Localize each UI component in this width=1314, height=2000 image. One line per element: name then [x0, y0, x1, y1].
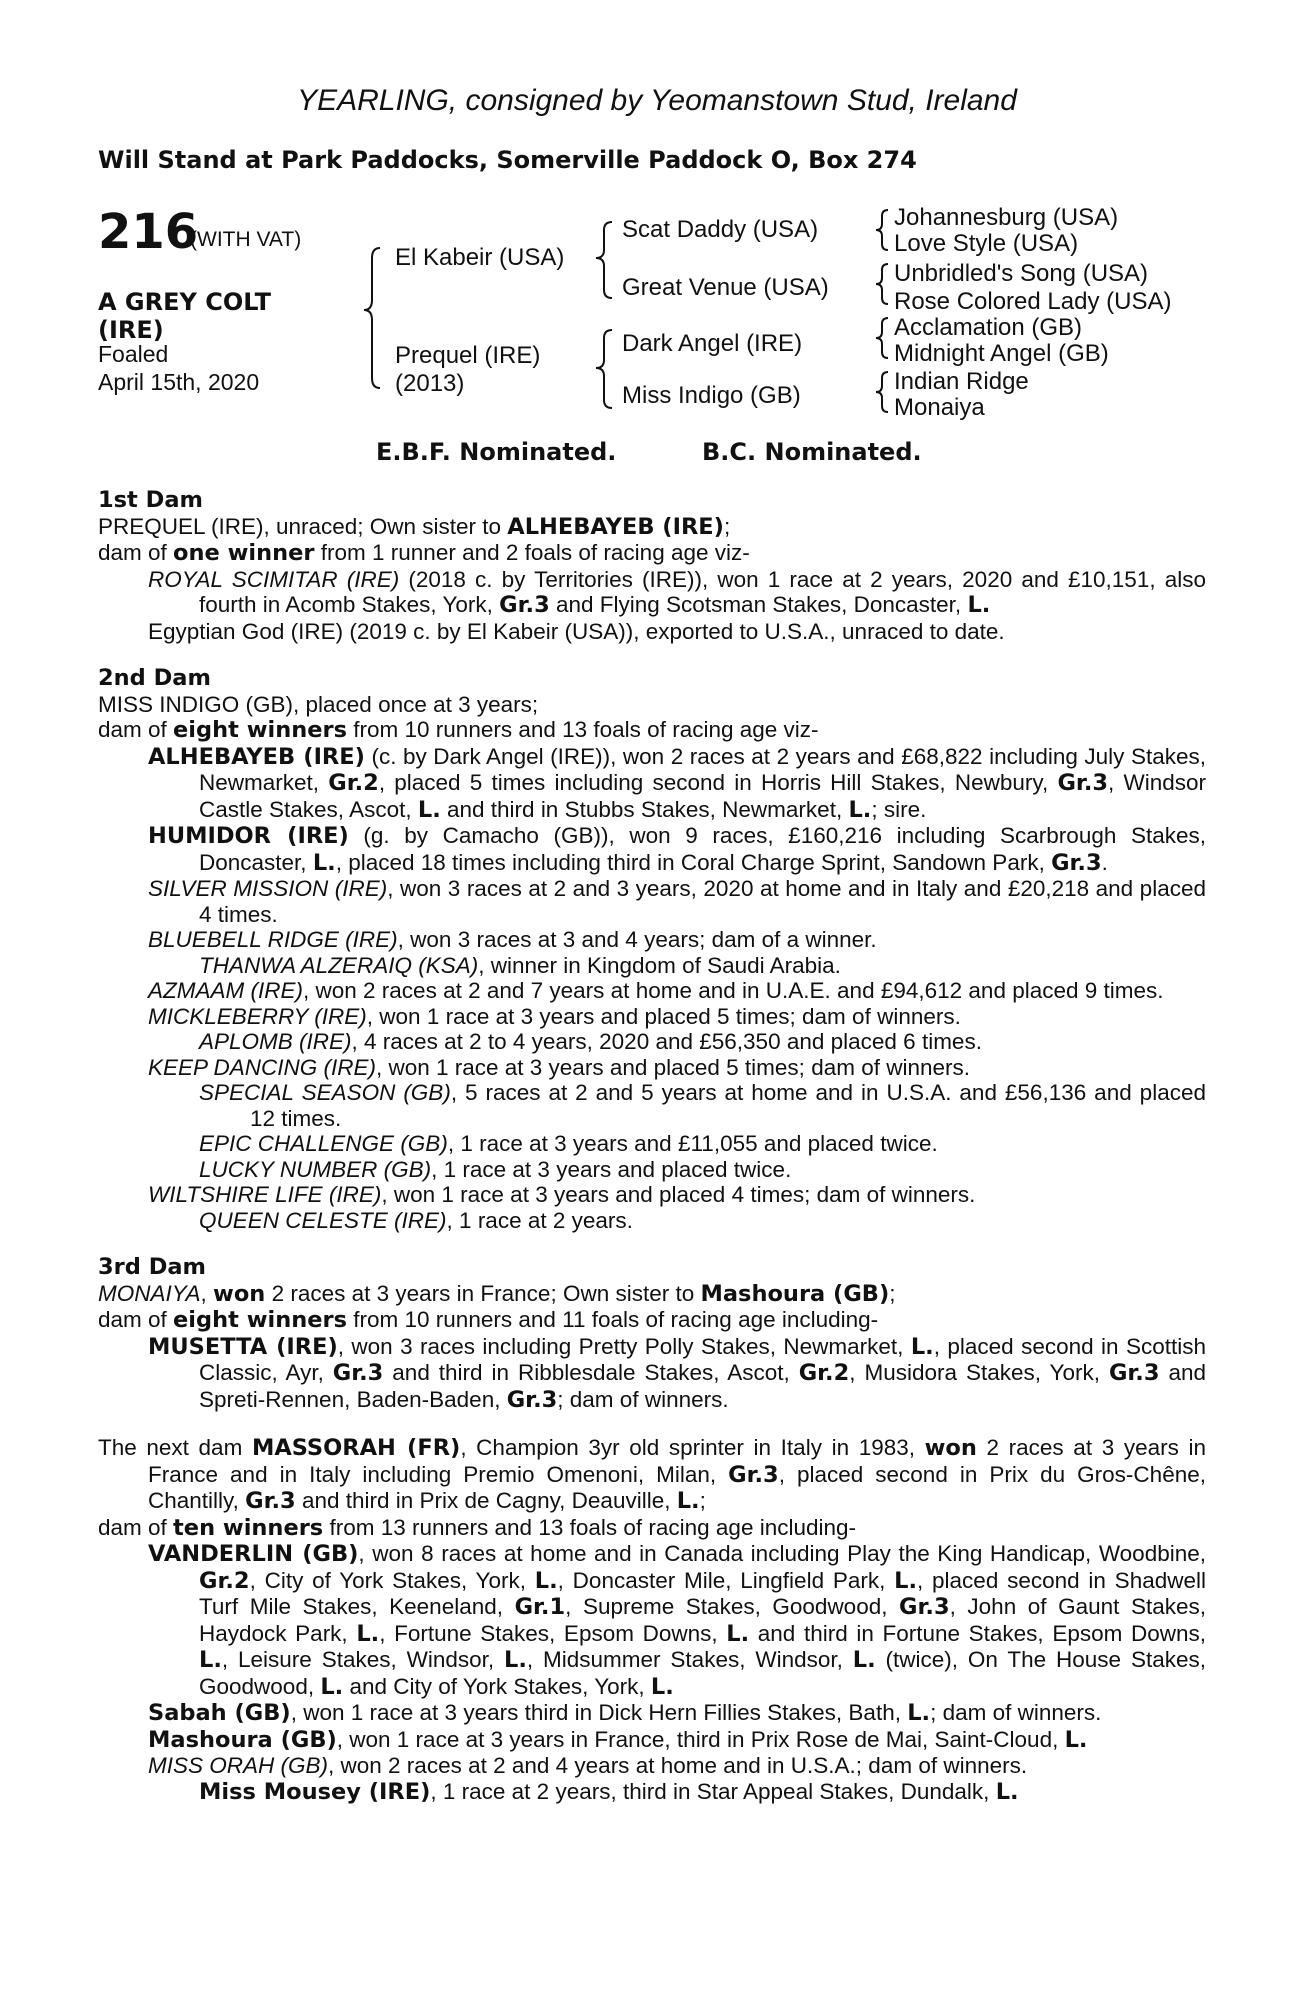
progeny-entry: Egyptian God (IRE) (2019 c. by El Kabeir (USA)), exported to U.S.A., unraced to date.	[148, 618, 1005, 644]
pedigree-g3-3: Unbridled's Song (USA)	[894, 260, 1149, 287]
first-dam-heading: 1st Dam	[98, 487, 203, 513]
pedigree-dam-dam: Miss Indigo (GB)	[622, 382, 801, 409]
pedigree-sire-sire: Scat Daddy (USA)	[622, 216, 819, 243]
next-dam-paragraph: The next dam MASSORAH (FR), Champion 3yr old sprinter in Italy in 1983, won 2 races at 3 years in France and in Italy including Premio Omenoni, Milan, Gr.3, placed second in Prix du Gros-Chêne, Chantilly, Gr.3 and third in Prix de Cagny, Deauville, L.;	[98, 1435, 1206, 1514]
pedigree-g3-8: Monaiya	[894, 394, 985, 421]
grand-progeny-entry: THANWA ALZERAIQ (KSA), winner in Kingdom of Saudi Arabia.	[199, 952, 841, 978]
progeny-entry: SILVER MISSION (IRE), won 3 races at 2 and 3 years, 2020 at home and in Italy and £20,218 and placed 4 times.	[148, 876, 1206, 927]
progeny-entry: AZMAAM (IRE), won 2 races at 2 and 7 years at home and in U.A.E. and £94,612 and placed 9 times.	[148, 978, 1164, 1003]
first-dam-line2: dam of one winner from 1 runner and 2 foals of racing age viz-	[98, 540, 750, 566]
foaled-date: April 15th, 2020	[98, 369, 260, 395]
progeny-entry: MUSETTA (IRE), won 3 races including Pretty Polly Stakes, Newmarket, L., placed second in Scottish Classic, Ayr, Gr.3 and third in Ribblesdale Stakes, Ascot, Gr.2, Musidora Stakes, York, Gr.3 and Spreti-Rennen, Baden-Baden, Gr.3; dam of winners.	[148, 1333, 1206, 1413]
vat-note: (WITH VAT)	[190, 228, 302, 251]
progeny-entry: MISS ORAH (GB), won 2 races at 2 and 4 years at home and in U.S.A.; dam of winners.	[148, 1753, 1028, 1778]
progeny-entry: HUMIDOR (IRE) (g. by Camacho (GB)), won 9 races, £160,216 including Scarbrough Stakes, Doncaster, L., placed 18 times including third in Coral Charge Sprint, Sandown Park, Gr.3.	[148, 823, 1206, 876]
pedigree-dam-sire: Dark Angel (IRE)	[622, 330, 803, 357]
pedigree-dam-year: (2013)	[395, 370, 465, 397]
progeny-entry: MICKLEBERRY (IRE), won 1 race at 3 years and placed 5 times; dam of winners.	[148, 1003, 961, 1029]
pedigree-g3-1: Johannesburg (USA)	[894, 204, 1119, 231]
pedigree-g3-2: Love Style (USA)	[894, 230, 1079, 257]
progeny-entry: ROYAL SCIMITAR (IRE) (2018 c. by Territories (IRE)), won 1 race at 2 years, 2020 and £10,151, also fourth in Acomb Stakes, York, Gr.3 and Flying Scotsman Stakes, Doncaster, L.	[148, 566, 1206, 618]
pedigree-sire: El Kabeir (USA)	[395, 244, 565, 271]
bc-nomination: B.C. Nominated.	[702, 438, 922, 466]
brace-dam-parents	[596, 330, 612, 408]
first-dam-line1: PREQUEL (IRE), unraced; Own sister to ALHEBAYEB (IRE);	[98, 513, 731, 540]
pedigree-g3-6: Midnight Angel (GB)	[894, 340, 1109, 367]
second-dam-line1: MISS INDIGO (GB), placed once at 3 years;	[98, 691, 539, 717]
lot-description-line2: (IRE)	[98, 316, 164, 344]
consignment-line: YEARLING, consigned by Yeomanstown Stud, Ireland	[297, 84, 1017, 117]
second-dam-heading: 2nd Dam	[98, 665, 211, 691]
pedigree-sire-dam: Great Venue (USA)	[622, 274, 829, 301]
lot-number: 216	[98, 204, 199, 260]
brace-g3-2	[876, 264, 888, 304]
brace-g3-4	[876, 372, 888, 412]
grand-progeny-entry: SPECIAL SEASON (GB), 5 races at 2 and 5 years at home and in U.S.A. and £56,136 and placed 12 times.	[199, 1080, 1206, 1131]
progeny-entry: Sabah (GB), won 1 race at 3 years third in Dick Hern Fillies Stakes, Bath, L.; dam of winners.	[148, 1700, 1102, 1726]
brace-g3-3	[876, 318, 888, 358]
second-dam-line2: dam of eight winners from 10 runners and 13 foals of racing age viz-	[98, 717, 819, 743]
pedigree-g3-4: Rose Colored Lady (USA)	[894, 288, 1172, 315]
third-dam-line2: dam of eight winners from 10 runners and 11 foals of racing age including-	[98, 1307, 879, 1333]
catalogue-body	[98, 488, 1206, 1805]
stand-location: Will Stand at Park Paddocks, Somerville Paddock O, Box 274	[98, 146, 917, 174]
progeny-entry: ALHEBAYEB (IRE) (c. by Dark Angel (IRE)), won 2 races at 2 years and £68,822 including July Stakes, Newmarket, Gr.2, placed 5 times including second in Horris Hill Stakes, Newbury, Gr.3, Windsor Castle Stakes, Ascot, L. and third in Stubbs Stakes, Newmarket, L.; sire.	[148, 743, 1207, 823]
grand-progeny-entry: APLOMB (IRE), 4 races at 2 to 4 years, 2020 and £56,350 and placed 6 times.	[199, 1029, 982, 1054]
grand-progeny-entry: Miss Mousey (IRE), 1 race at 2 years, third in Star Appeal Stakes, Dundalk, L.	[199, 1778, 1019, 1805]
brace-sire-parents	[596, 222, 612, 298]
next-dam-produce-line: dam of ten winners from 13 runners and 13 foals of racing age including-	[98, 1514, 857, 1541]
third-dam-line1: MONAIYA, won 2 races at 3 years in France; Own sister to Mashoura (GB);	[98, 1280, 896, 1307]
progeny-entry: VANDERLIN (GB), won 8 races at home and in Canada including Play the King Handicap, Woodbine, Gr.2, City of York Stakes, York, L., Doncaster Mile, Lingfield Park, L., placed second in Shadwell Turf Mile Stakes, Keeneland, Gr.1, Supreme Stakes, Goodwood, Gr.3, John of Gaunt Stakes, Haydock Park, L., Fortune Stakes, Epsom Downs, L. and third in Fortune Stakes, Epsom Downs, L., Leisure Stakes, Windsor, L., Midsummer Stakes, Windsor, L. (twice), On The House Stakes, Goodwood, L. and City of York Stakes, York, L.	[148, 1541, 1207, 1700]
brace-g3-1	[876, 210, 888, 250]
brace-first-generation	[364, 248, 380, 388]
progeny-entry: WILTSHIRE LIFE (IRE), won 1 race at 3 years and placed 4 times; dam of winners.	[148, 1182, 976, 1207]
ebf-nomination: E.B.F. Nominated.	[376, 438, 617, 466]
grand-progeny-entry: EPIC CHALLENGE (GB), 1 race at 3 years and £11,055 and placed twice.	[199, 1131, 938, 1156]
grand-progeny-entry: QUEEN CELESTE (IRE), 1 race at 2 years.	[199, 1207, 633, 1233]
progeny-entry: Mashoura (GB), won 1 race at 3 years in France, third in Prix Rose de Mai, Saint-Cloud, L.	[148, 1726, 1088, 1753]
grand-progeny-entry: LUCKY NUMBER (GB), 1 race at 3 years and placed twice.	[199, 1156, 792, 1182]
progeny-entry: BLUEBELL RIDGE (IRE), won 3 races at 3 and 4 years; dam of a winner.	[148, 927, 877, 952]
lot-description-line1: A GREY COLT	[98, 288, 271, 316]
foaled-label: Foaled	[98, 341, 169, 367]
pedigree-dam: Prequel (IRE)	[395, 342, 541, 369]
pedigree-g3-5: Acclamation (GB)	[894, 314, 1083, 341]
progeny-entry: KEEP DANCING (IRE), won 1 race at 3 years and placed 5 times; dam of winners.	[148, 1054, 971, 1080]
pedigree-g3-7: Indian Ridge	[894, 368, 1029, 395]
third-dam-heading: 3rd Dam	[98, 1254, 206, 1280]
